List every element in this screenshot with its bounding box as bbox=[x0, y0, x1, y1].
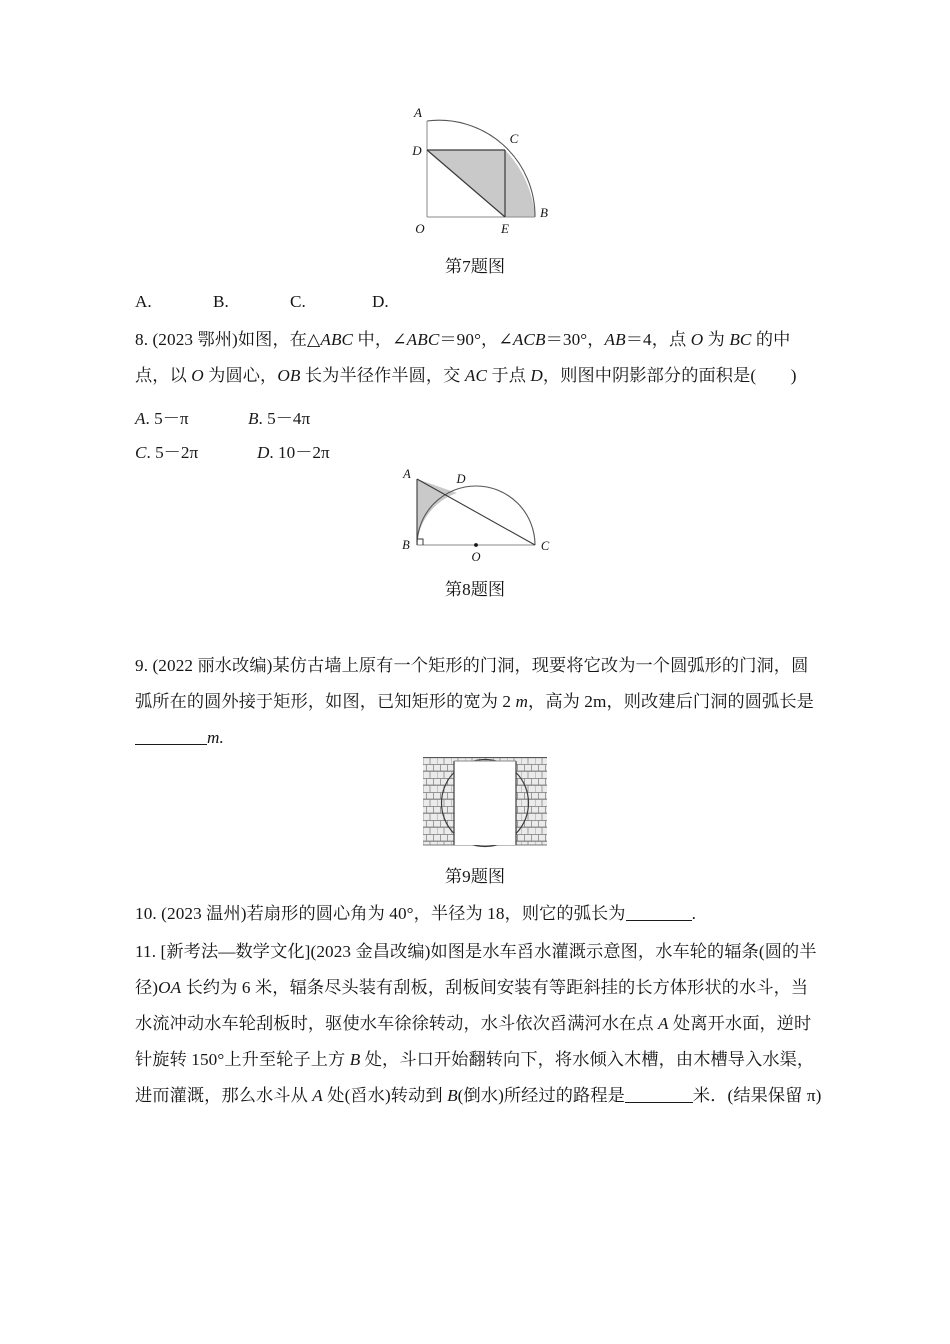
figure-8-line-AC bbox=[417, 479, 535, 545]
figure-7-shaded-arc-region bbox=[505, 150, 535, 217]
figure-8-right-angle-mark bbox=[417, 539, 423, 545]
figure-7-caption: 第7题图 bbox=[444, 257, 506, 276]
q8-choice-d[interactable]: D. 10－2π bbox=[257, 443, 330, 462]
figure-8-caption: 第8题图 bbox=[444, 580, 506, 599]
figure-7-label-D: D bbox=[412, 143, 422, 158]
q7-option-c[interactable]: C. bbox=[290, 292, 306, 311]
figure-8-semicircle bbox=[395, 465, 560, 565]
figure-7-label-C: C bbox=[509, 131, 519, 146]
q11-line-5-text: 进而灌溉，那么水斗从 A 处(舀水)转动到 B(倒水)所经过的路程是 bbox=[135, 1086, 625, 1105]
q7-option-d[interactable]: D. bbox=[372, 292, 389, 311]
q9-line-3 bbox=[135, 720, 835, 756]
figure-9-brick-wall bbox=[423, 757, 547, 849]
q11-line-5-suffix: 米．(结果保留 π) bbox=[692, 1086, 822, 1105]
q7-options-row bbox=[135, 292, 535, 314]
figure-9-svg bbox=[423, 757, 547, 849]
figure-7-label-E: E bbox=[501, 221, 509, 236]
question-9-block bbox=[135, 648, 835, 756]
q11-line-4: 针旋转 150°上升至轮子上方 B 处，斗口开始翻转向下，将水倾入木槽，由木槽导入水渠， bbox=[135, 1050, 815, 1069]
figure-8-label-B: B bbox=[402, 538, 410, 552]
q11-line-1-text: 11. [新考法—数学文化](2023 金昌改编)如图是水车舀水灌溉示意图，水车轮的辐条(圆的半 bbox=[135, 942, 817, 961]
q8-choice-c[interactable]: C. 5－2π bbox=[135, 443, 199, 462]
q10-period: . bbox=[691, 904, 696, 923]
q7-option-b[interactable]: B. bbox=[213, 292, 229, 311]
q11-line-3: 水流冲动水车轮刮板时，驱使水车徐徐转动，水斗依次舀满河水在点 A 处离开水面，逆时 bbox=[135, 1014, 812, 1033]
q8-choice-a[interactable]: A. 5－π bbox=[135, 409, 189, 428]
q11-line-5 bbox=[135, 1078, 835, 1114]
q8-choice-b[interactable]: B. 5－4π bbox=[248, 409, 311, 428]
q9-line-1: 9. (2022 丽水改编)某仿古墙上原有一个矩形的门洞，现要将它改为一个圆弧形的门洞，圆 bbox=[135, 656, 809, 675]
question-8-block bbox=[135, 322, 835, 394]
q8-line-2: 点，以 O 为圆心，OB 长为半径作半圆，交 AC 于点 D，则图中阴影部分的面积是( ) bbox=[135, 366, 797, 385]
q9-unit: m. bbox=[207, 728, 224, 747]
figure-7-label-O: O bbox=[415, 221, 425, 236]
q9-answer-blank[interactable] bbox=[135, 744, 207, 745]
q8-line-1: 8. (2023 鄂州)如图，在△ABC 中，∠ABC＝90°，∠ACB＝30°，AB＝4，点 O 为 BC 的中 bbox=[135, 330, 791, 349]
q11-line-1 bbox=[135, 934, 835, 970]
q7-option-a[interactable]: A. bbox=[135, 292, 152, 311]
question-11-block bbox=[135, 934, 835, 1114]
figure-8-svg bbox=[395, 465, 560, 565]
figure-8-shaded-region bbox=[417, 479, 457, 545]
figure-8-label-A: A bbox=[403, 467, 411, 481]
q10-line-1 bbox=[135, 896, 835, 932]
q9-line-2: 弧所在的圆外接于矩形，如图，已知矩形的宽为 2 m，高为 2m，则改建后门洞的圆弧长是 bbox=[135, 692, 814, 711]
figure-9-caption: 第9题图 bbox=[444, 867, 506, 886]
figure-7-label-B: B bbox=[540, 205, 548, 220]
figure-9-door-opening bbox=[454, 761, 516, 845]
figure-8-label-D: D bbox=[456, 472, 466, 486]
figure-7-svg bbox=[405, 105, 585, 240]
question-10-block bbox=[135, 896, 835, 932]
q10-text: 10. (2023 温州)若扇形的圆心角为 40°，半径为 18，则它的弧长为 bbox=[135, 904, 626, 923]
figure-8-label-C: C bbox=[540, 539, 550, 553]
figure-7-label-A: A bbox=[414, 105, 422, 120]
q11-line-2: 径)OA 长约为 6 米，辐条尽头装有刮板，刮板间安装有等距斜挂的长方体形状的水斗，当 bbox=[135, 978, 809, 997]
q10-answer-blank[interactable] bbox=[626, 920, 692, 921]
figure-8-center-dot bbox=[474, 543, 478, 547]
figure-7-quarter-circle bbox=[405, 105, 585, 240]
q11-answer-blank[interactable] bbox=[625, 1102, 693, 1103]
figure-8-label-O: O bbox=[471, 550, 481, 564]
